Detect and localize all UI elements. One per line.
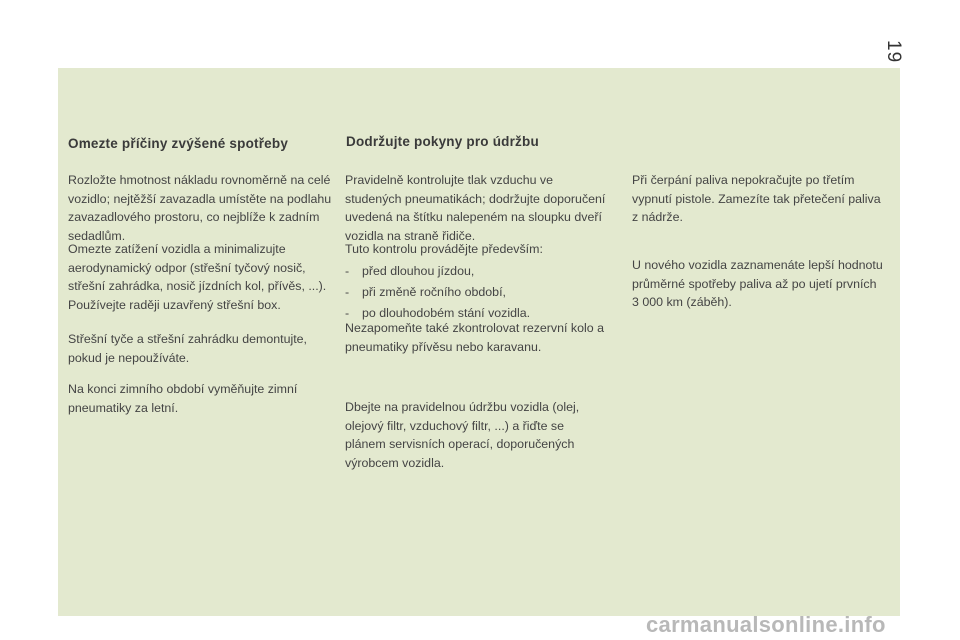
watermark: carmanualsonline.info — [646, 612, 886, 637]
paragraph-check-when: Tuto kontrolu provádějte především: — [345, 242, 543, 256]
list-marker: - — [345, 306, 350, 320]
paragraph-roof-bars: Střešní tyče a střešní zahrádku demontujte, pokud je nepoužíváte. — [68, 332, 307, 365]
list-item-text: při změně ročního období, — [362, 285, 506, 299]
check-occasions-list — [345, 262, 607, 325]
paragraph-winter-tyres: Na konci zimního období vyměňujte zimní pneumatiky za letní. — [68, 382, 298, 415]
list-item — [345, 283, 607, 304]
paragraph-regular-service: Dbejte na pravidelnou údržbu vozidla (olej, olejový filtr, vzduchový filtr, ...) a řiďte se plánem servisních operací, doporučených výrobcem vozidla. — [345, 400, 580, 470]
page-number: 19 — [883, 40, 904, 64]
paragraph-running-in: U nového vozidla zaznamenáte lepší hodnotu průměrné spotřeby paliva až po ujetí prvních 3 000 km (záběh). — [632, 258, 883, 309]
paragraph-spare-wheel: Nezapomeňte také zkontrolovat rezervní kolo a pneumatiky přívěsu nebo karavanu. — [345, 321, 604, 354]
list-item-text: po dlouhodobém stání vozidla. — [362, 306, 531, 320]
list-marker: - — [345, 264, 350, 278]
paragraph-refuelling: Při čerpání paliva nepokračujte po třetím vypnutí pistole. Zamezíte tak přetečení paliva z nádrže. — [632, 173, 881, 224]
heading-maintenance: Dodržujte pokyny pro údržbu — [346, 134, 539, 149]
list-item — [345, 262, 607, 283]
paragraph-aerodynamics: Omezte zatížení vozidla a minimalizujte aerodynamický odpor (střešní tyčový nosič, střešní zahrádka, nosič jízdních kol, přívěs, ...). Používejte raději uzavřený střešní box. — [68, 242, 327, 312]
paragraph-tyre-pressure: Pravidelně kontrolujte tlak vzduchu ve studených pneumatikách; dodržujte doporučení uvedená na štítku nalepeném na sloupku dveří vozidla na straně řidiče. — [345, 173, 606, 243]
list-marker: - — [345, 285, 350, 299]
list-item-text: před dlouhou jízdou, — [362, 264, 475, 278]
paragraph-load-distribution: Rozložte hmotnost nákladu rovnoměrně na celé vozidlo; nejtěžší zavazadla umístěte na podlahu zavazadlového prostoru, co nejblíže k zadním sedadlům. — [68, 173, 332, 243]
heading-reduce-consumption: Omezte příčiny zvýšené spotřeby — [68, 136, 289, 151]
